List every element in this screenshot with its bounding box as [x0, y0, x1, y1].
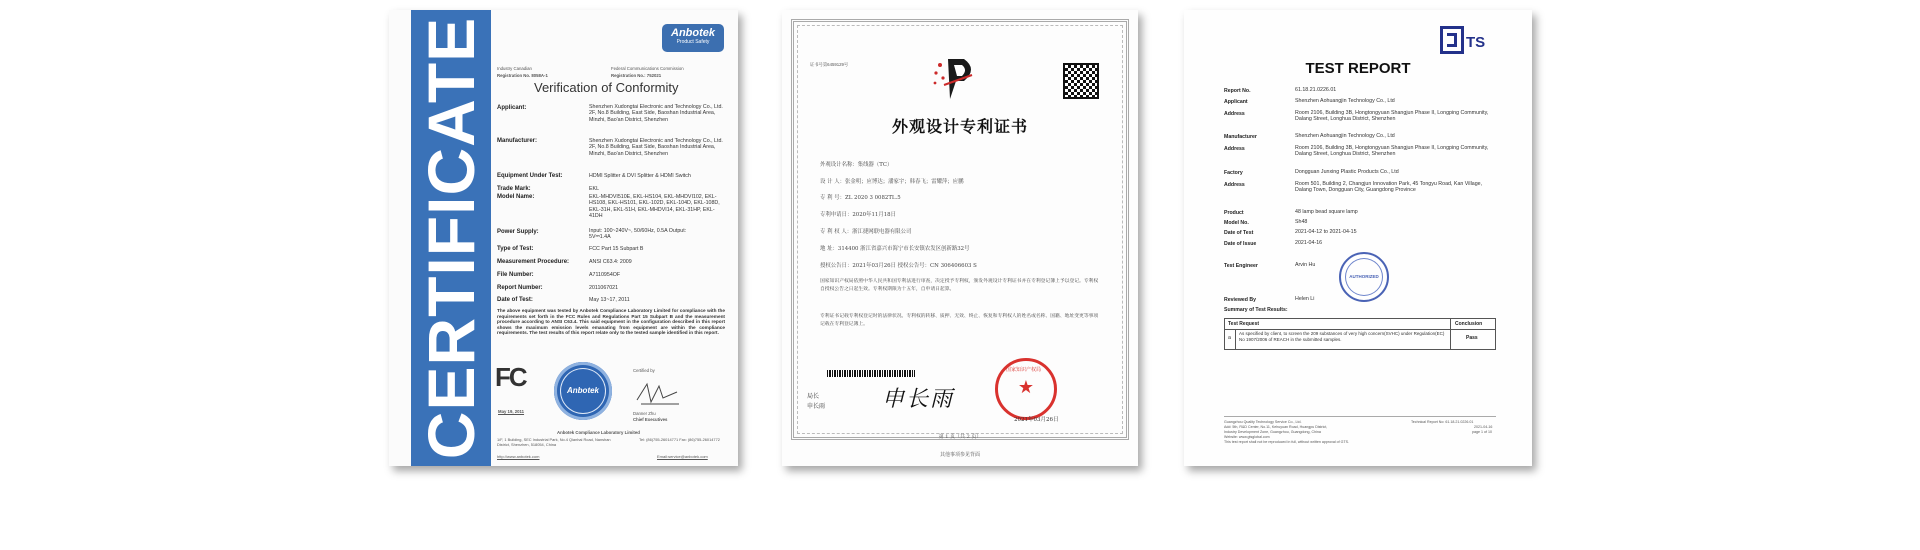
authorized-seal-text: AUTHORIZED — [1349, 274, 1379, 279]
anbotek-logo — [662, 24, 724, 52]
patent-paragraph-1: 国家知识产权局依照中华人民共和国专利法进行审查，决定授予专利权，颁发外观设计专利证书并在专利登记簿上予以登记。专利权自授权公告之日起生效。专利权期限为十五年，自申请日起算。 — [820, 279, 1099, 293]
field-value: 48 lamp bead square lamp — [1295, 209, 1358, 215]
file-number-label: File Number: — [497, 272, 534, 278]
gts-logo-mark-inner — [1447, 33, 1457, 47]
lab-name: Anbotek Compliance Laboratory Limited — [557, 430, 640, 435]
field-label: Date of Issue — [1224, 241, 1257, 247]
field-value: 61.18.21.0226.01 — [1295, 87, 1337, 93]
official-seal-date: 2021年03月26日 — [1014, 417, 1059, 423]
field-label: Address — [1224, 111, 1245, 117]
vertical-certificate-word: CERTIFICATE — [414, 16, 488, 460]
anbotek-seal — [554, 362, 612, 420]
file-number-value: A7110954OF — [589, 272, 621, 278]
footer-disclaimer: This test report shall not be reproduced in full, without written approval of GTS. — [1224, 440, 1350, 444]
test-report-title: TEST REPORT — [1305, 60, 1411, 77]
anbotek-logo-text: Anbotek — [671, 27, 715, 39]
lab-website[interactable]: http://www.anbotek.com — [497, 454, 540, 459]
table-head-conclusion: Conclusion — [1455, 321, 1483, 327]
field-label: Date of Test — [1224, 230, 1254, 236]
field-label: Manufacturer — [1224, 134, 1257, 140]
footer-date: 2021-04-16 — [1474, 425, 1493, 429]
official-seal-text: 国家知识产权局 — [1006, 367, 1042, 373]
summary-label: Summary of Test Results: — [1224, 307, 1288, 313]
certificate-serial: 证书号第6459129号 — [810, 62, 849, 67]
anbotek-logo-sub: Product Safety — [676, 39, 710, 45]
footer-address1: Add: 5th, R&D Center, No.11, Kehuyuan Road, Huangpu District, — [1224, 425, 1328, 429]
patent-paragraph-2: 专利证书记载专利权登记时的法律状况。专利权的转移、质押、无效、终止、恢复和专利权人的姓名或名称、国籍、地址变更等事项记载在专利登记簿上。 — [820, 314, 1099, 328]
certified-by: Certified by — [633, 368, 655, 373]
results-table-num-divider — [1235, 329, 1236, 349]
issue-date: May 19, 2011 — [498, 409, 525, 414]
field-value: Sh48 — [1295, 219, 1308, 225]
fcc-line2: Registration No.: 752021 — [611, 73, 662, 78]
field-value: Shenzhen Aohuangjin Technology Co., Ltd — [1295, 133, 1395, 139]
application-date-line: 专利申请日：2020年11月18日 — [820, 212, 896, 218]
footer-website[interactable]: Website: www.gtsglobal.com — [1224, 435, 1270, 439]
fcc-logo: FC — [495, 362, 526, 392]
design-name-line: 外观设计名称：集线器（TC） — [820, 162, 893, 168]
patent-number-line: 专 利 号：ZL 2020 3 0082TL.5 — [820, 195, 901, 201]
director-name: 申长雨 — [807, 403, 826, 410]
lab-address: 1/F, 1 Building, SEC Industrial Park, No.4 Qianhai Road, Nanshan District, Shenzhen, 518054, China — [497, 437, 611, 447]
field-value: Room 501, Building 2, Changjun Innovation Park, 45 Tongyu Road, Kan Village, Dalang Town, Dongguan City, Guangdong Province — [1295, 181, 1483, 194]
power-value: Input: 100~240V~, 50/60Hz, 0.5A Output: 5V⎓1.4A — [589, 228, 687, 241]
ic-line2: Registration No. 8058A-1 — [497, 73, 548, 78]
field-value: Shenzhen Aohuangjin Technology Co., Ltd — [1295, 98, 1395, 104]
table-head-request: Test Request — [1228, 321, 1260, 327]
table-row-result: Pass — [1466, 335, 1478, 341]
field-label: Factory — [1224, 170, 1243, 176]
field-label: Address — [1224, 146, 1245, 152]
certificate-verification-of-conformity[interactable] — [389, 10, 738, 466]
address-line: 地 址：314400 浙江省嘉兴市海宁市长安镇农发区创新路32号 — [820, 246, 970, 252]
table-row-request: As specified by client, to screen the 209 substances of very high concern(SVHC) under Regulation(EC) No 1907/2006 of REACH in the submitted samples. — [1239, 331, 1445, 342]
footer-note: 其他事项参见背面 — [939, 452, 980, 458]
footer-rule — [1224, 416, 1496, 417]
signer-title: Chief Executives — [633, 417, 668, 422]
lab-tel-fax: Tel: (86)755-26014771 Fax: (86)755-26014772 — [639, 437, 720, 442]
eut-label: Equipment Under Test: — [497, 173, 563, 179]
gts-logo — [1438, 24, 1498, 58]
table-row-number: a — [1228, 335, 1231, 341]
applicant-label: Applicant: — [497, 105, 527, 111]
field-value: Room 2106, Building 3B, Hongtongyuan Shangjun Phase II, Longping Community, Dalang Street, Longhua District, Shenzhen — [1295, 110, 1489, 123]
reviewed-by-label: Reviewed By — [1224, 297, 1257, 303]
field-value: Dongguan Junxing Plastic Products Co., Ltd — [1295, 169, 1399, 175]
ic-line1: Industry Canadian — [497, 66, 532, 71]
authorized-seal — [1339, 252, 1389, 302]
verification-title: Verification of Conformity — [534, 80, 679, 95]
measurement-label: Measurement Procedure: — [497, 259, 570, 265]
manufacturer-label: Manufacturer: — [497, 138, 538, 144]
trade-mark-label: Trade Mark: — [497, 186, 531, 192]
footer-address2: Industry Development Zone, Guangzhou, Guangdong, China — [1224, 430, 1321, 434]
date-of-test-value: May 13~17, 2011 — [589, 297, 630, 303]
applicant-value: Shenzhen Xudongtai Electronic and Technology Co., Ltd. 2F, No.8 Building, East Side, Baoshan Industrial Area, Minzhi, Bao'an District, Shenzhen — [589, 104, 723, 123]
design-patent-certificate[interactable] — [782, 10, 1138, 466]
measurement-value: ANSI C63.4: 2009 — [589, 259, 632, 265]
signature-scribble — [633, 378, 683, 408]
type-of-test-label: Type of Test: — [497, 246, 534, 252]
results-table-divider — [1450, 319, 1451, 349]
type-of-test-value: FCC Part 15 Subpart B — [589, 246, 644, 252]
anbotek-seal-text: Anbotek — [567, 386, 599, 395]
grant-date-line: 授权公告日：2021年03月26日 授权公告号：CN 306406603 S — [820, 263, 977, 269]
director-signature: 申长雨 — [882, 387, 955, 412]
designer-line: 设 计 人：张金明；应博达；潘家宇；韩春飞；雷耀萍；应鹏 — [820, 179, 964, 185]
results-table — [1224, 318, 1496, 350]
field-value: Room 2106, Building 3B, Hongtongyuan Shangjun Phase II, Longping Community, Dalang Street, Longhua District, Shenzhen — [1295, 145, 1489, 158]
field-label: Applicant — [1224, 99, 1248, 105]
patentee-line: 专 利 权 人：浙江捷网联电器有限公司 — [820, 229, 912, 235]
field-label: Model No. — [1224, 220, 1249, 226]
date-of-test-label: Date of Test: — [497, 297, 533, 303]
field-value: Arvin Hu — [1295, 262, 1316, 268]
fcc-line1: Federal Communications Commission — [611, 66, 684, 71]
report-number-label: Report Number: — [497, 285, 543, 291]
trade-mark-value: EKL — [589, 186, 600, 192]
field-label: Test Engineer — [1224, 263, 1258, 269]
model-label: Model Name: — [497, 194, 535, 200]
report-number-value: 2011067021 — [589, 285, 619, 291]
power-label: Power Supply: — [497, 229, 539, 235]
eut-value: HDMI Splitter & DVI Splitter & HDMI Switch — [589, 173, 691, 179]
field-label: Report No. — [1224, 88, 1251, 94]
cnipa-emblem — [930, 55, 985, 103]
page-info: 第 1 页（共 2 页） — [938, 434, 982, 440]
manufacturer-value: Shenzhen Xudongtai Electronic and Technology Co., Ltd. 2F, No.8 Building, East Side, Baoshan Industrial Area, Minzhi, Bao'an District, Shenzhen — [589, 138, 723, 157]
field-label: Address — [1224, 182, 1245, 188]
field-value: 2021-04-16 — [1295, 240, 1323, 246]
field-value: 2021-04-12 to 2021-04-15 — [1295, 229, 1357, 235]
signer-name: Danner Zhu — [633, 411, 656, 416]
red-seal-star: ★ — [1017, 377, 1035, 397]
qr-code — [1065, 65, 1097, 97]
gts-test-report[interactable] — [1184, 10, 1532, 466]
gts-logo-text: TS — [1466, 34, 1486, 51]
field-label: Product — [1224, 210, 1244, 216]
footer-page: page 1 of 10 — [1472, 430, 1492, 434]
director-label: 局长 — [807, 393, 820, 400]
patent-title: 外观设计专利证书 — [891, 117, 1028, 136]
lab-email[interactable]: Email:service@anbotek.com — [657, 454, 708, 459]
footer-report-no: Technical Report No: 61.18.21.0226.01 — [1411, 420, 1474, 424]
compliance-statement: The above equipment was tested by Anbotek Compliance Laboratory Limited for compliance with the requirements set forth in the FCC Rules and Regulations Part 15 Subpart B and the measurement procedure according to ANSI C63.4. This said equipment in the configuration described in this report shows the maximum emission levels emanating from equipment are within the compliance requirements. The test results of this report relate only to the tested sample identified in this report. — [497, 308, 725, 336]
barcode — [827, 370, 915, 377]
footer-company: Guangzhou Quality Technology Service Co., Ltd. — [1224, 420, 1302, 424]
model-value: EKL-MHDVI510E, EKL-HS104, EKL-MHDVI102, EKL-HS108, EKL-HS101, EKL-102D, EKL-104D, EKL-108D, EKL-31H, EKL-51H, EKL-MHDVI14, EKL-31HP, EKL-41DH — [589, 194, 720, 220]
reviewed-by-value: Helen Li — [1295, 296, 1315, 302]
